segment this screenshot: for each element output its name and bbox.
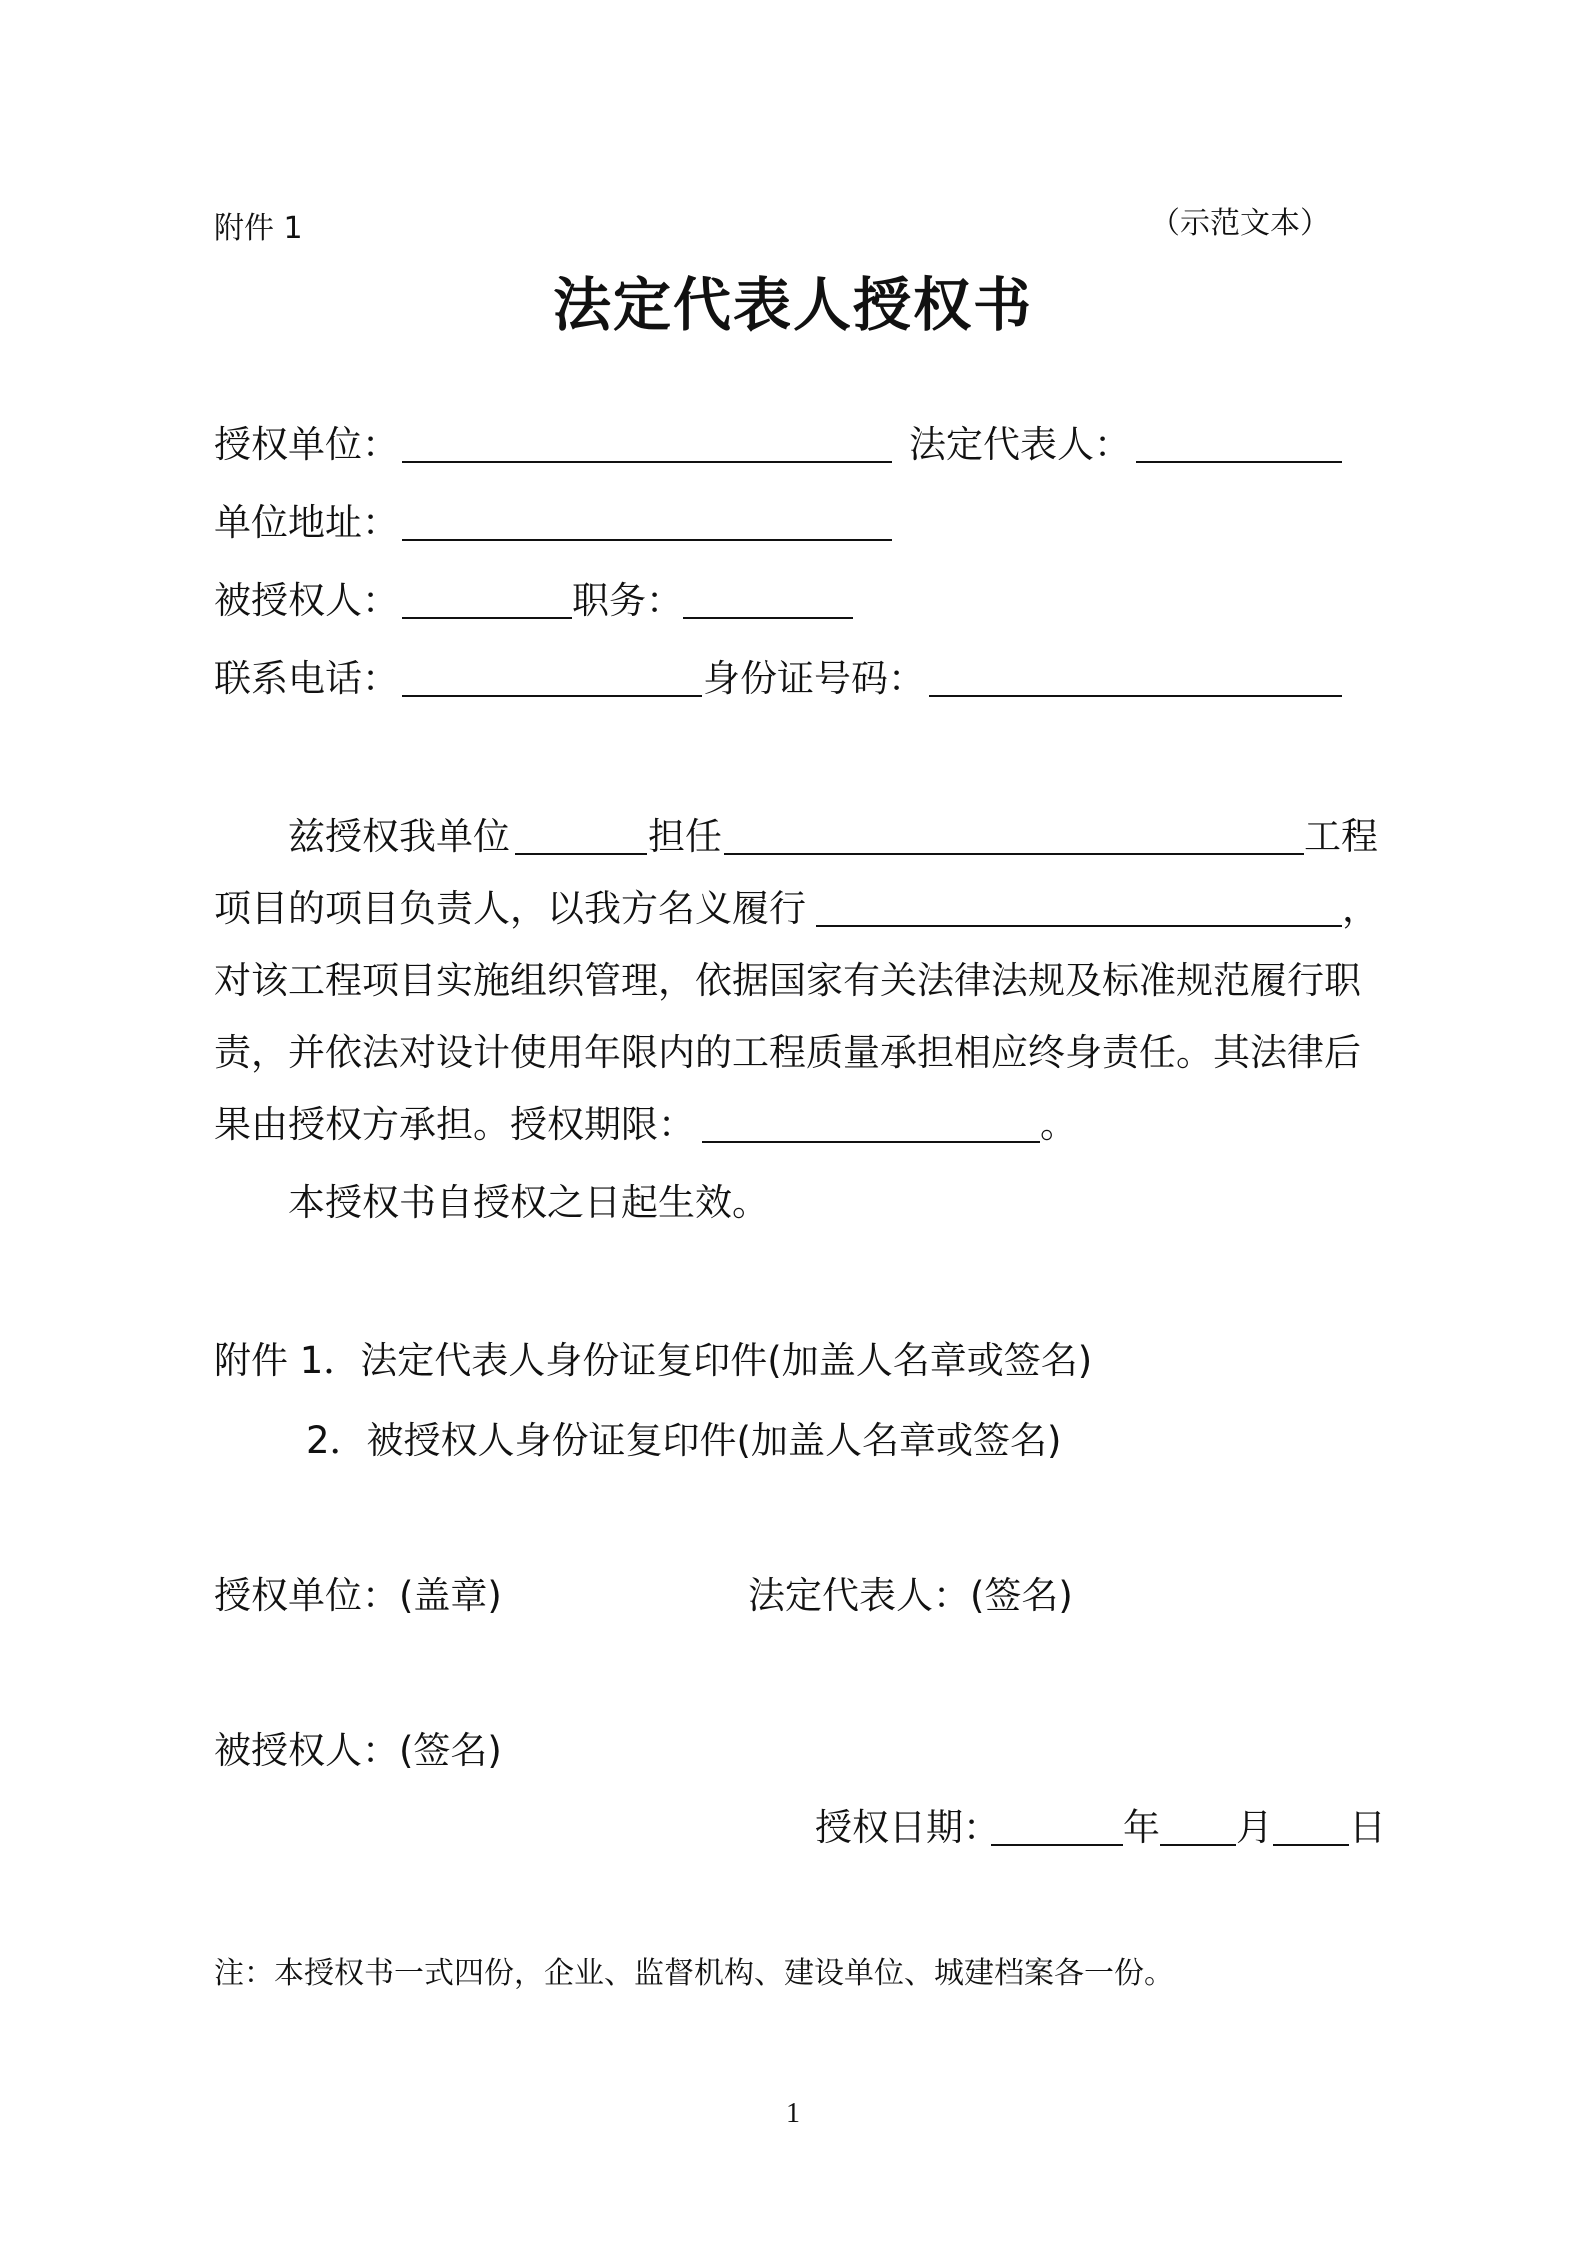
unit-address-label: 单位地址： bbox=[214, 501, 399, 544]
page-number: 1 bbox=[786, 2098, 800, 2129]
authorized-person-label: 被授权人： bbox=[214, 579, 399, 622]
auth-period-blank[interactable] bbox=[702, 1141, 1040, 1143]
unit-blank[interactable] bbox=[515, 853, 647, 855]
day-blank[interactable] bbox=[1273, 1844, 1349, 1846]
document-title: 法定代表人授权书 bbox=[552, 271, 1033, 339]
month-label: 月 bbox=[1236, 1806, 1273, 1849]
position-blank[interactable] bbox=[683, 617, 853, 619]
attachment-label: 附件 1 bbox=[214, 211, 303, 246]
auth-date-label: 授权日期： bbox=[815, 1806, 1000, 1849]
phone-label: 联系电话： bbox=[214, 657, 399, 700]
attachment-item-2: 2．被授权人身份证复印件(加盖人名章或签名) bbox=[306, 1419, 1062, 1462]
auth-unit-label: 授权单位： bbox=[214, 423, 399, 466]
body-line-2-start: 项目的项目负责人，以我方名义履行 bbox=[214, 887, 806, 930]
body-line-5-end: 。 bbox=[1040, 1103, 1077, 1146]
day-label: 日 bbox=[1349, 1806, 1386, 1849]
footnote: 注：本授权书一式四份，企业、监督机构、建设单位、城建档案各一份。 bbox=[214, 1956, 1174, 1991]
unit-seal-label: 授权单位：(盖章) bbox=[214, 1574, 502, 1617]
sample-text-note: （示范文本） bbox=[1150, 206, 1330, 241]
legal-rep-blank[interactable] bbox=[1136, 461, 1342, 463]
body-line-3: 对该工程项目实施组织管理，依据国家有关法律法规及标准规范履行职 bbox=[214, 959, 1361, 1002]
position-label: 职务： bbox=[572, 579, 683, 622]
body-line-1-mid: 担任 bbox=[648, 815, 722, 858]
duty-blank[interactable] bbox=[816, 925, 1342, 927]
project-name-blank[interactable] bbox=[724, 853, 1304, 855]
body-line-2-end: ， bbox=[1342, 887, 1379, 930]
id-number-label: 身份证号码： bbox=[703, 657, 925, 700]
phone-blank[interactable] bbox=[402, 695, 702, 697]
authorized-person-blank[interactable] bbox=[402, 617, 572, 619]
attachment-item-1: 附件 1．法定代表人身份证复印件(加盖人名章或签名) bbox=[214, 1339, 1093, 1382]
body-line-1-end: 工程 bbox=[1304, 815, 1378, 858]
effective-statement: 本授权书自授权之日起生效。 bbox=[288, 1181, 769, 1224]
unit-address-blank[interactable] bbox=[402, 539, 892, 541]
id-number-blank[interactable] bbox=[929, 695, 1342, 697]
auth-unit-blank[interactable] bbox=[402, 461, 892, 463]
body-line-1-start: 兹授权我单位 bbox=[288, 815, 510, 858]
body-line-4: 责，并依法对设计使用年限内的工程质量承担相应终身责任。其法律后 bbox=[214, 1031, 1361, 1074]
legal-rep-label: 法定代表人： bbox=[909, 423, 1131, 466]
legal-rep-sign-label: 法定代表人：(签名) bbox=[748, 1574, 1073, 1617]
authorized-sign-label: 被授权人：(签名) bbox=[214, 1729, 502, 1772]
year-label: 年 bbox=[1123, 1806, 1160, 1849]
month-blank[interactable] bbox=[1160, 1844, 1236, 1846]
body-line-5-start: 果由授权方承担。授权期限： bbox=[214, 1103, 695, 1146]
year-blank[interactable] bbox=[991, 1844, 1123, 1846]
